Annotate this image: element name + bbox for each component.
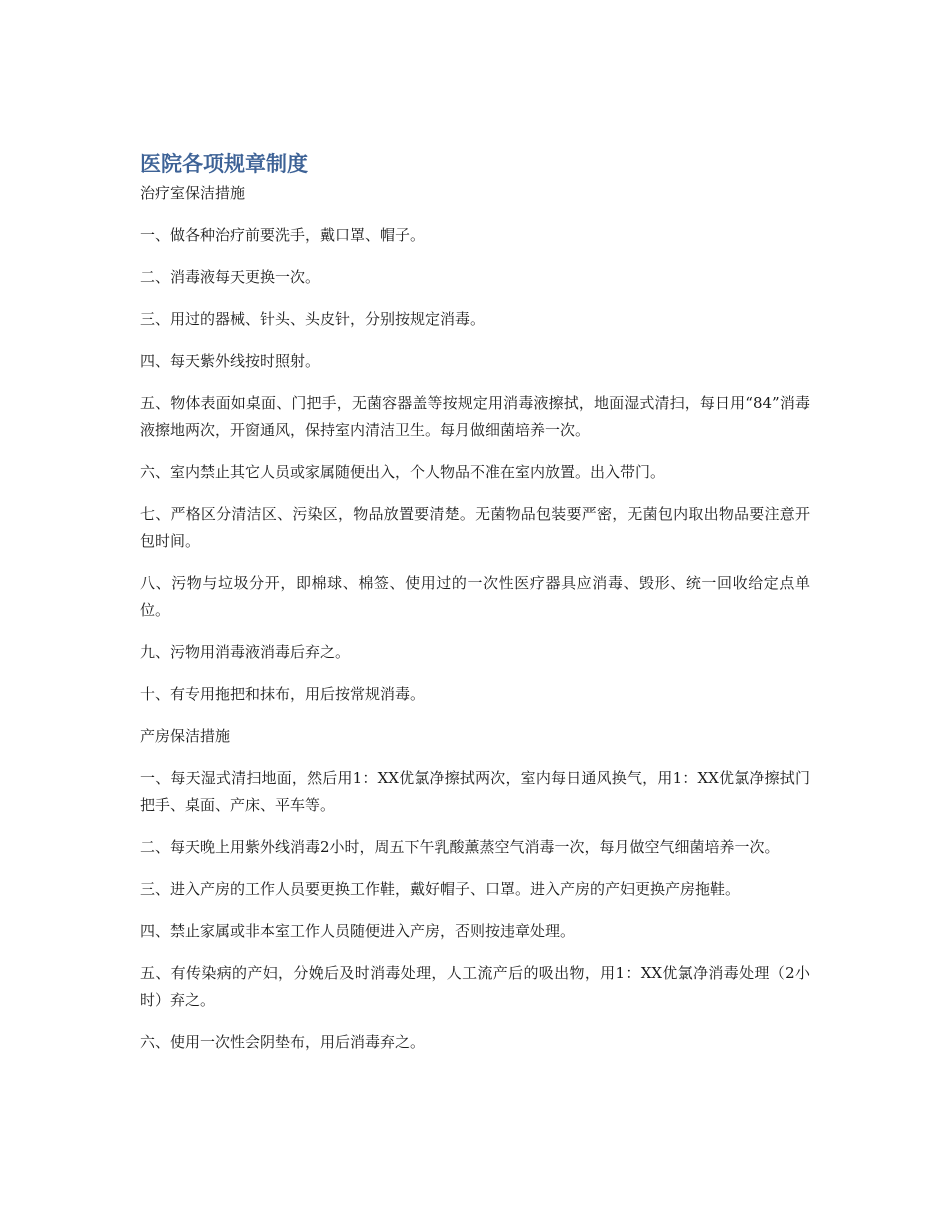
paragraph: 二、消毒液每天更换一次。 [140, 268, 321, 286]
paragraph: 四、禁止家属或非本室工作人员随便进入产房，否则按违章处理。 [140, 922, 576, 940]
paragraph: 四、每天紫外线按时照射。 [140, 352, 321, 370]
section-heading: 产房保洁措施 [140, 727, 231, 745]
section-treatment-room [140, 180, 810, 708]
section-delivery-room [140, 723, 810, 1056]
paragraph: 七、严格区分清洁区、污染区，物品放置要清楚。无菌物品包装要严密，无菌包内取出物品要注意开包时间。 [140, 505, 810, 550]
paragraph: 六、使用一次性会阴垫布，用后消毒弃之。 [140, 1033, 426, 1051]
paragraph: 八、污物与垃圾分开，即棉球、棉签、使用过的一次性医疗器具应消毒、毁形、统一回收给定点单位。 [140, 574, 810, 619]
paragraph: 五、物体表面如桌面、门把手，无菌容器盖等按规定用消毒液擦拭，地面湿式清扫，每日用“84”消毒液擦地两次，开窗通风，保持室内清洁卫生。每月做细菌培养一次。 [140, 394, 810, 439]
paragraph: 六、室内禁止其它人员或家属随便出入，个人物品不准在室内放置。出入带门。 [140, 463, 666, 481]
paragraph: 九、污物用消毒液消毒后弃之。 [140, 643, 351, 661]
document-page [140, 148, 810, 1071]
paragraph: 三、进入产房的工作人员要更换工作鞋，戴好帽子、口罩。进入产房的产妇更换产房拖鞋。 [140, 880, 741, 898]
paragraph: 一、做各种治疗前要洗手，戴口罩、帽子。 [140, 226, 426, 244]
paragraph: 一、每天湿式清扫地面，然后用1：XX优氯净擦拭两次，室内每日通风换气，用1：XX优氯净擦拭门把手、桌面、产床、平车等。 [140, 769, 810, 814]
paragraph: 二、每天晚上用紫外线消毒2小时，周五下午乳酸薰蒸空气消毒一次，每月做空气细菌培养一次。 [140, 838, 780, 856]
page-title: 医院各项规章制度 [140, 152, 308, 176]
section-heading: 治疗室保洁措施 [140, 184, 246, 202]
paragraph: 五、有传染病的产妇，分娩后及时消毒处理，人工流产后的吸出物，用1：XX优氯净消毒处理（2小时）弃之。 [140, 964, 810, 1009]
paragraph: 十、有专用拖把和抹布，用后按常规消毒。 [140, 685, 426, 703]
paragraph: 三、用过的器械、针头、头皮针，分别按规定消毒。 [140, 310, 486, 328]
